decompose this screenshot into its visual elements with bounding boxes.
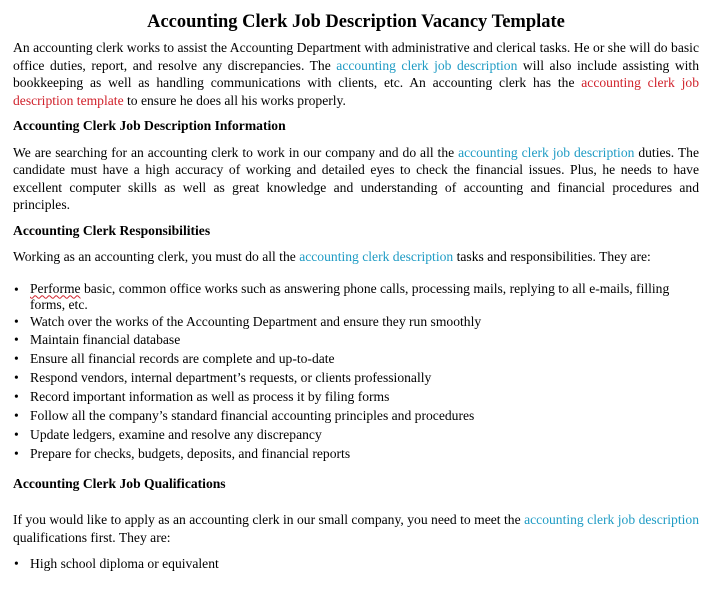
link-accounting-clerk-job-description-template[interactable]: accounting clerk job description template bbox=[13, 75, 699, 108]
heading-job-description-information: Accounting Clerk Job Description Information bbox=[13, 118, 286, 133]
list-item-text: Respond vendors, internal department’s requests, or clients professionally bbox=[30, 370, 432, 386]
bullet-icon: • bbox=[14, 445, 19, 461]
heading-qualifications: Accounting Clerk Job Qualifications bbox=[13, 475, 226, 491]
list-item bbox=[13, 331, 699, 350]
misspelled-word: Performe bbox=[30, 280, 81, 296]
resp-text-2: tasks and responsibilities. They are: bbox=[453, 249, 651, 264]
resp-text-1: Working as an accounting clerk, you must do all the bbox=[13, 249, 300, 264]
list-item-text: Watch over the works of the Accounting Department and ensure they run smoothly bbox=[30, 313, 482, 329]
list-item bbox=[13, 555, 699, 574]
bullet-icon: • bbox=[14, 370, 19, 386]
info-paragraph bbox=[13, 144, 699, 214]
list-item-text: Maintain financial database bbox=[30, 332, 181, 348]
qual-text-1: If you would like to apply as an accounting clerk in our small company, you need to meet the bbox=[13, 512, 525, 528]
intro-text-1: An accounting clerk works to assist the Accounting Department with administrative and clerical tasks. He or she will do basic office duties, report, and resolve any discrepancies. The bbox=[13, 40, 699, 73]
bullet-icon: • bbox=[14, 281, 19, 297]
list-item bbox=[13, 445, 699, 464]
responsibilities-list bbox=[13, 281, 699, 464]
bullet-icon: • bbox=[14, 426, 19, 442]
link-qualifications-job-description[interactable]: accounting clerk job description bbox=[524, 512, 699, 528]
bullet-icon: • bbox=[14, 332, 19, 348]
bullet-icon: • bbox=[14, 313, 19, 329]
info-text-2: duties. The candidate must have a high accuracy of working and detailed eyes to check the financial issues. Plus, he needs to have excellent computer skills as well as great knowledge and understanding of accounting and financial procedures and principles. bbox=[13, 144, 700, 212]
intro-text-3: to ensure he does all his works properly. bbox=[123, 92, 346, 108]
link-info-job-description[interactable]: accounting clerk job description bbox=[458, 144, 635, 160]
intro-text-2: will also include assisting with bookkeeping as well as handling communications with clients, etc. An accounting clerk has the bbox=[13, 57, 699, 90]
list-item-line-2: forms, etc. bbox=[30, 296, 88, 312]
bullet-icon: • bbox=[14, 556, 19, 572]
info-text-1: We are searching for an accounting clerk to work in our company and do all the bbox=[13, 144, 459, 160]
intro-paragraph bbox=[13, 39, 699, 109]
list-item bbox=[13, 313, 699, 332]
page-title: Accounting Clerk Job Description Vacancy Template bbox=[147, 12, 565, 32]
list-item-text: Ensure all financial records are complete and up-to-date bbox=[30, 351, 335, 367]
list-item-text: Follow all the company’s standard financial accounting principles and procedures bbox=[30, 408, 475, 424]
responsibilities-intro bbox=[13, 248, 699, 266]
list-item-text: High school diploma or equivalent bbox=[30, 556, 219, 572]
list-item bbox=[13, 407, 699, 426]
list-item-line-1: basic, common office works such as answering phone calls, processing mails, replying to all e-mails, filling bbox=[80, 280, 670, 296]
list-item bbox=[13, 281, 699, 313]
list-item bbox=[13, 426, 699, 445]
list-item bbox=[13, 369, 699, 388]
qualifications-intro bbox=[13, 511, 699, 546]
bullet-icon: • bbox=[14, 408, 19, 424]
link-accounting-clerk-job-description[interactable]: accounting clerk job description bbox=[336, 57, 518, 73]
bullet-icon: • bbox=[14, 389, 19, 405]
heading-responsibilities: Accounting Clerk Responsibilities bbox=[13, 222, 211, 238]
qual-text-2: qualifications first. They are: bbox=[13, 529, 171, 545]
list-item-text: Record important information as well as process it by filing forms bbox=[30, 389, 390, 405]
link-accounting-clerk-description[interactable]: accounting clerk description bbox=[299, 249, 454, 264]
qualifications-list bbox=[13, 555, 699, 574]
list-item-text bbox=[30, 281, 699, 313]
list-item-text: Prepare for checks, budgets, deposits, and financial reports bbox=[30, 445, 351, 461]
list-item bbox=[13, 350, 699, 369]
list-item-text: Update ledgers, examine and resolve any discrepancy bbox=[30, 426, 322, 442]
bullet-icon: • bbox=[14, 351, 19, 367]
list-item bbox=[13, 388, 699, 407]
